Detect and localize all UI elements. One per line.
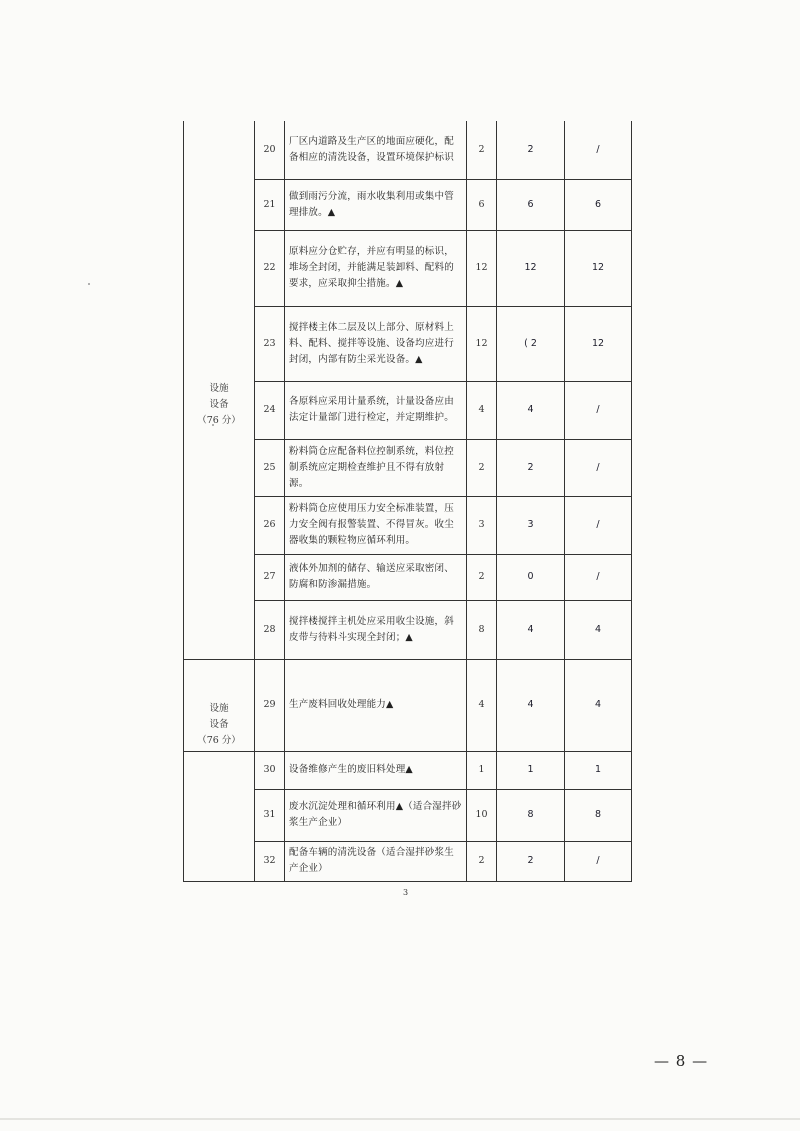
row-number: 22 — [255, 230, 285, 306]
max-points: 2 — [467, 841, 497, 881]
score-first: ( 2 — [497, 306, 565, 381]
score-first: 4 — [497, 659, 565, 751]
category-label: 设施 设备 （76 分） — [197, 382, 241, 426]
score-second: / — [565, 554, 632, 600]
row-number: 21 — [255, 179, 285, 230]
row-number: 20 — [255, 121, 285, 179]
inner-page-number: 3 — [403, 888, 409, 897]
table-row — [184, 751, 632, 789]
row-number: 27 — [255, 554, 285, 600]
max-points: 2 — [467, 121, 497, 179]
score-second: / — [565, 121, 632, 179]
item-description: 生产废料回收处理能力▲ — [285, 659, 467, 751]
max-points: 1 — [467, 751, 497, 789]
max-points: 6 — [467, 179, 497, 230]
score-second: / — [565, 841, 632, 881]
item-description: 原料应分仓贮存，并应有明显的标识，堆场全封闭，并能满足装卸料、配料的要求，应采取抑尘措施。▲ — [285, 230, 467, 306]
max-points: 4 — [467, 659, 497, 751]
score-second: 8 — [565, 789, 632, 841]
score-second: / — [565, 439, 632, 496]
row-number: 23 — [255, 306, 285, 381]
score-first: 4 — [497, 381, 565, 439]
item-description: 设备维修产生的废旧料处理▲ — [285, 751, 467, 789]
max-points: 12 — [467, 306, 497, 381]
score-first: 2 — [497, 439, 565, 496]
item-description: 搅拌楼主体二层及以上部分、原材料上料、配料、搅拌等设施、设备均应进行封闭，内部有防尘采光设备。▲ — [285, 306, 467, 381]
row-number: 31 — [255, 789, 285, 841]
score-second: / — [565, 381, 632, 439]
score-first: 2 — [497, 121, 565, 179]
scan-edge-line — [0, 1118, 800, 1120]
row-number: 28 — [255, 600, 285, 659]
category-label: 设施 设备 （76 分） — [197, 703, 241, 746]
score-second: 12 — [565, 230, 632, 306]
score-second: / — [565, 496, 632, 554]
score-first: 2 — [497, 841, 565, 881]
category-cell — [184, 121, 255, 659]
row-number: 30 — [255, 751, 285, 789]
score-second: 4 — [565, 600, 632, 659]
item-description: 厂区内道路及生产区的地面应硬化，配备相应的清洗设备，设置环境保护标识 — [285, 121, 467, 179]
item-description: 粉料筒仓应配备料位控制系统，料位控制系统应定期检查维护且不得有放射源。 — [285, 439, 467, 496]
max-points: 2 — [467, 554, 497, 600]
max-points: 4 — [467, 381, 497, 439]
score-table — [183, 121, 632, 882]
category-cell — [184, 659, 255, 751]
score-first: 8 — [497, 789, 565, 841]
max-points: 10 — [467, 789, 497, 841]
score-first: 6 — [497, 179, 565, 230]
table-row — [184, 121, 632, 179]
max-points: 3 — [467, 496, 497, 554]
score-first: 3 — [497, 496, 565, 554]
score-first: 0 — [497, 554, 565, 600]
row-number: 32 — [255, 841, 285, 881]
row-number: 25 — [255, 439, 285, 496]
score-second: 12 — [565, 306, 632, 381]
score-first: 12 — [497, 230, 565, 306]
score-second: 1 — [565, 751, 632, 789]
category-cell-empty — [184, 751, 255, 881]
score-first: 1 — [497, 751, 565, 789]
item-description: 各原料应采用计量系统，计量设备应由法定计量部门进行检定，并定期维护。 — [285, 381, 467, 439]
table-row — [184, 659, 632, 751]
score-second: 4 — [565, 659, 632, 751]
scan-speck — [88, 283, 90, 285]
score-first: 4 — [497, 600, 565, 659]
item-description: 配备车辆的清洗设备（适合湿拌砂浆生产企业） — [285, 841, 467, 881]
page-footer: — 8 — — [654, 1052, 709, 1070]
max-points: 12 — [467, 230, 497, 306]
max-points: 2 — [467, 439, 497, 496]
row-number: 26 — [255, 496, 285, 554]
row-number: 24 — [255, 381, 285, 439]
item-description: 粉料筒仓应使用压力安全标准装置，压力安全阀有报警装置、不得冒灰。收尘器收集的颗粒物应循环利用。 — [285, 496, 467, 554]
item-description: 液体外加剂的储存、输送应采取密闭、防腐和防渗漏措施。 — [285, 554, 467, 600]
item-description: 废水沉淀处理和循环利用▲（适合湿拌砂浆生产企业） — [285, 789, 467, 841]
row-number: 29 — [255, 659, 285, 751]
max-points: 8 — [467, 600, 497, 659]
item-description: 做到雨污分流，雨水收集利用或集中管理排放。▲ — [285, 179, 467, 230]
score-second: 6 — [565, 179, 632, 230]
item-description: 搅拌楼搅拌主机处应采用收尘设施，斜皮带与待料斗实现全封闭；▲ — [285, 600, 467, 659]
